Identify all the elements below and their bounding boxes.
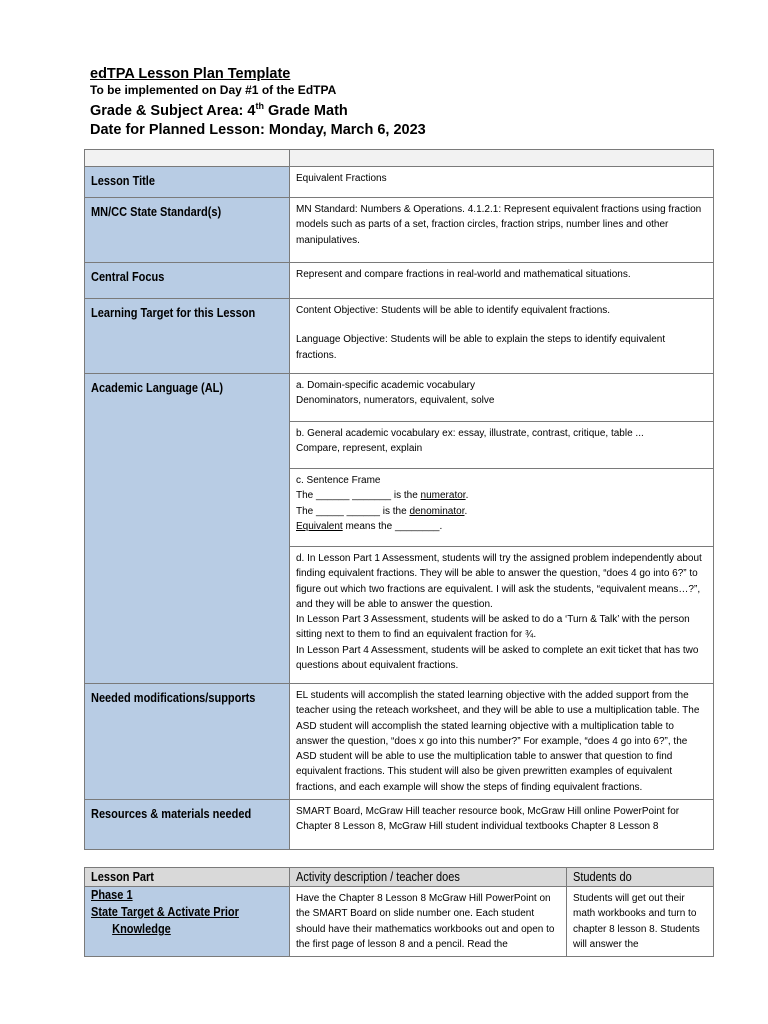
lesson-part-header: Lesson Part xyxy=(85,868,290,887)
table-row xyxy=(85,263,714,299)
table-row xyxy=(85,374,714,422)
lesson-title-value: Equivalent Fractions xyxy=(290,167,714,198)
table-row xyxy=(85,167,714,198)
central-focus-label: Central Focus xyxy=(85,263,290,299)
phase-1-students: Students will get out their math workbooks and turn to chapter 8 lesson 8. Students will answer the xyxy=(567,887,714,957)
al-assessment-notes: d. In Lesson Part 1 Assessment, students will try the assigned problem independently about finding equivalent fractions. They will be able to answer the question, “does 4 go into 6?” to figure out which two fractions are equivalent. I will ask the students, “equivalent means…?”, and they will be able to answer the question. In Lesson Part 3 Assessment, students will be asked to do a ‘Turn & Talk’ with the person sitting next to them to find an equivalent fraction for ¾. In Lesson Part 4 Assessment, students will be asked to complete an exit ticket that has two questions about equivalent fractions. xyxy=(290,547,714,684)
table-row xyxy=(85,887,714,957)
al-sentence-frame: c. Sentence Frame The ______ _______ is the numerator. The _____ ______ is the denominator. Equivalent means the ________. xyxy=(290,469,714,547)
table-header-row xyxy=(85,868,714,887)
al-general-vocab: b. General academic vocabulary ex: essay, illustrate, contrast, critique, table ... Compare, represent, explain xyxy=(290,422,714,469)
table-header-row xyxy=(85,150,714,167)
table-row xyxy=(85,684,714,800)
phase-1-teacher: Have the Chapter 8 Lesson 8 McGraw Hill PowerPoint on the SMART Board on slide number one. Each student should have their mathematics workbooks out and open to the first page of lesson 8 and a pencil. Read the xyxy=(290,887,567,957)
lesson-title-label: Lesson Title xyxy=(85,167,290,198)
learning-target-label: Learning Target for this Lesson xyxy=(85,299,290,374)
lesson-plan-table xyxy=(84,149,714,850)
lesson-parts-table xyxy=(84,867,714,957)
resources-label: Resources & materials needed xyxy=(85,800,290,850)
lesson-date-line: Date for Planned Lesson: Monday, March 6, 2023 xyxy=(90,121,426,138)
document-subtitle: To be implemented on Day #1 of the EdTPA xyxy=(90,83,337,97)
table-row xyxy=(85,299,714,374)
learning-target-value xyxy=(290,299,714,374)
teacher-does-header: Activity description / teacher does xyxy=(290,868,567,887)
modifications-value: EL students will accomplish the stated learning objective with the added support from the teacher using the reteach worksheet, and they will be able to use a multiplication table. The ASD student will accomplish the stated learning objective with a multiplication table to answer the question, “does x go into this number?” For example, “does 4 go into 6?”, the ASD student will be able to use the multiplication table to answer that question to find equivalent fractions. This student will also be given prewritten examples of equivalent fractions, and each example will show the steps of finding equivalent fractions. xyxy=(290,684,714,800)
document-header xyxy=(90,66,730,140)
table-row xyxy=(85,800,714,850)
grade-subject-line: Grade & Subject Area: 4th Grade Math xyxy=(90,101,348,119)
phase-1-label: Phase 1 State Target & Activate Prior Knowledge xyxy=(85,887,290,957)
content-objective: Content Objective: Students will be able to identify equivalent fractions. xyxy=(296,305,611,316)
central-focus-value: Represent and compare fractions in real-world and mathematical situations. xyxy=(290,263,714,299)
resources-value: SMART Board, McGraw Hill teacher resource book, McGraw Hill online PowerPoint for Chapter 8 Lesson 8, McGraw Hill student individual textbooks Chapter 8 Lesson 8 xyxy=(290,800,714,850)
table-row xyxy=(85,198,714,263)
students-do-header: Students do xyxy=(567,868,714,887)
al-domain-vocab: a. Domain-specific academic vocabulary Denominators, numerators, equivalent, solve xyxy=(290,374,714,422)
document-title: edTPA Lesson Plan Template xyxy=(90,66,291,82)
language-objective: Language Objective: Students will be able to explain the steps to identify equivalent fractions. xyxy=(296,334,666,361)
academic-language-label: Academic Language (AL) xyxy=(85,374,290,684)
standard-label: MN/CC State Standard(s) xyxy=(85,198,290,263)
modifications-label: Needed modifications/supports xyxy=(85,684,290,800)
standard-value: MN Standard: Numbers & Operations. 4.1.2.1: Represent equivalent fractions using fraction models such as parts of a set, fraction circles, fraction strips, number lines and other manipulatives. xyxy=(290,198,714,263)
